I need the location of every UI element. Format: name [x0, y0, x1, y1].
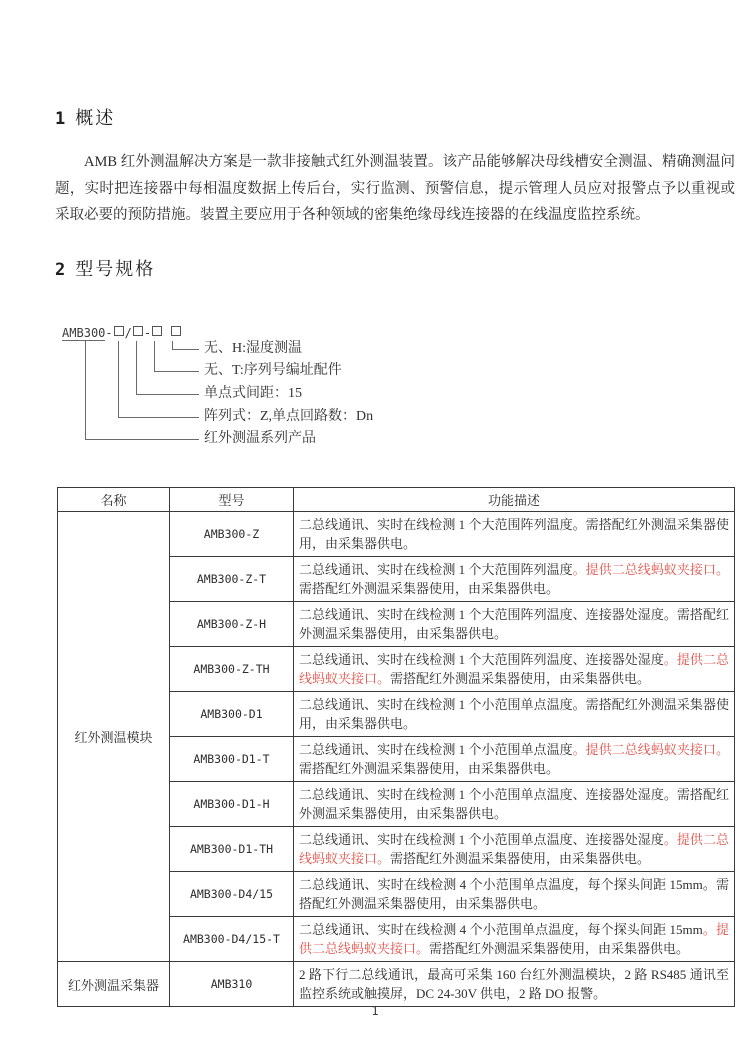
- description-cell: [294, 962, 735, 1007]
- model-cell: AMB300-Z: [170, 512, 294, 557]
- diagram-label-spacing: 单点式间距：15: [204, 386, 302, 401]
- description-text: 二总线通讯、实时在线检测 1 个大范围阵列温度、连接器处湿度: [299, 651, 664, 667]
- model-cell: AMB300-D4/15-T: [170, 917, 294, 962]
- description-text: 二总线通讯、实时在线检测 1 个小范围单点温度、连接器处湿度: [299, 831, 664, 847]
- description-cell: [294, 827, 735, 872]
- spec-table-body: [58, 512, 735, 1007]
- model-cell: AMB310: [170, 962, 294, 1007]
- description-cell: [294, 557, 735, 602]
- highlighted-red-text: 。提供二总线蚂蚁夹接口。: [572, 741, 729, 757]
- model-code-text: AMB300- / -: [62, 325, 182, 341]
- model-cell: AMB300-D1-H: [170, 782, 294, 827]
- table-header-row: [58, 488, 735, 512]
- description-cell: [294, 917, 735, 962]
- description-text: 二总线通讯、实时在线检测 4 个小范围单点温度，每个探头间距 15mm。需搭配红外测温采集器使用，由采集器供电。: [299, 876, 729, 911]
- diagram-connector-line: [172, 341, 199, 350]
- diagram-label-series: 红外测温系列产品: [204, 431, 316, 446]
- spec-table: [57, 487, 735, 1007]
- placeholder-square: [114, 326, 124, 336]
- highlighted-red-text: 。提供二总线蚂蚁夹接口。: [299, 831, 729, 866]
- description-cell: [294, 647, 735, 692]
- model-cell: AMB300-D1-T: [170, 737, 294, 782]
- description-text: 二总线通讯、实时在线检测 1 个小范围单点温度。需搭配红外测温采集器使用，由采集器供电。: [299, 696, 729, 731]
- device-name-cell: 红外测温模块: [58, 512, 170, 962]
- description-text: 需搭配红外测温采集器使用，由采集器供电。: [390, 671, 651, 686]
- section-heading-models: [55, 255, 155, 281]
- header-model: 型号: [170, 488, 294, 512]
- overview-paragraph: AMB 红外测温解决方案是一款非接触式红外测温装置。该产品能够解决母线槽安全测温、精确测温问题，实时把连接器中每相温度数据上传后台，实行监测、预警信息，提示管理人员应对报警点予以重视或采取必要的预防措施。装置主要应用于各种领域的密集绝缘母线连接器的在线温度监控系统。: [55, 154, 735, 223]
- placeholder-square: [133, 326, 143, 336]
- description-cell: [294, 512, 735, 557]
- description-text: 二总线通讯、实时在线检测 1 个大范围阵列温度、连接器处湿度。需搭配红外测温采集器使用，由采集器供电。: [299, 606, 729, 641]
- description-text: 需搭配红外测温采集器使用，由采集器供电。: [299, 761, 560, 776]
- section-heading-overview: [55, 104, 115, 130]
- placeholder-square: [152, 326, 162, 336]
- description-text: 二总线通讯、实时在线检测 1 个大范围阵列温度: [299, 561, 573, 577]
- description-text: 二总线通讯、实时在线检测 4 个小范围单点温度，每个探头间距 15mm: [299, 921, 703, 937]
- highlighted-red-text: 。提供二总线蚂蚁夹接口。: [572, 561, 729, 577]
- description-text: 需搭配红外测温采集器使用，由采集器供电。: [390, 851, 651, 866]
- model-cell: AMB300-Z-T: [170, 557, 294, 602]
- description-text: 2 路下行二总线通讯，最高可采集 160 台红外测温模块，2 路 RS485 通讯至监控系统或触摸屏，DC 24-30V 供电，2 路 DO 报警。: [299, 966, 729, 1001]
- description-cell: [294, 782, 735, 827]
- section-title: 型号规格: [75, 259, 156, 279]
- model-cell: AMB300-D1-TH: [170, 827, 294, 872]
- table-row: [58, 512, 735, 557]
- highlighted-red-text: 。提供二总线蚂蚁夹接口。: [299, 651, 729, 686]
- highlighted-red-text: 。提供二总线蚂蚁夹接口。: [299, 921, 729, 956]
- page-number: 1: [371, 1004, 379, 1018]
- header-name: 名称: [58, 488, 170, 512]
- section-title: 概述: [75, 108, 116, 128]
- diagram-label-humidity: 无、H:湿度测温: [204, 341, 302, 356]
- model-cell: AMB300-D1: [170, 692, 294, 737]
- section-number: 2: [55, 260, 66, 280]
- device-name-cell: 红外测温采集器: [58, 962, 170, 1007]
- diagram-label-array: 阵列式：Z,单点回路数：Dn: [204, 409, 374, 424]
- section-number: 1: [55, 109, 66, 129]
- model-cell: AMB300-Z-TH: [170, 647, 294, 692]
- description-text: 二总线通讯、实时在线检测 1 个小范围单点温度、连接器处湿度。需搭配红外测温采集器使用，由采集器供电。: [299, 786, 729, 821]
- description-text: 需搭配红外测温采集器使用，由采集器供电。: [429, 941, 690, 956]
- description-text: 需搭配红外测温采集器使用，由采集器供电。: [299, 581, 560, 596]
- header-description: 功能描述: [294, 488, 735, 512]
- model-cell: AMB300-Z-H: [170, 602, 294, 647]
- description-cell: [294, 737, 735, 782]
- table-row: [58, 962, 735, 1007]
- placeholder-square: [171, 326, 181, 336]
- diagram-underline: [62, 326, 105, 341]
- diagram-label-serial: 无、T:序列号编址配件: [204, 363, 342, 378]
- description-cell: [294, 602, 735, 647]
- model-cell: AMB300-D4/15: [170, 872, 294, 917]
- description-text: 二总线通讯、实时在线检测 1 个小范围单点温度: [299, 741, 573, 757]
- description-cell: [294, 872, 735, 917]
- description-cell: [294, 692, 735, 737]
- description-text: 二总线通讯、实时在线检测 1 个大范围阵列温度。需搭配红外测温采集器使用，由采集器供电。: [299, 516, 729, 551]
